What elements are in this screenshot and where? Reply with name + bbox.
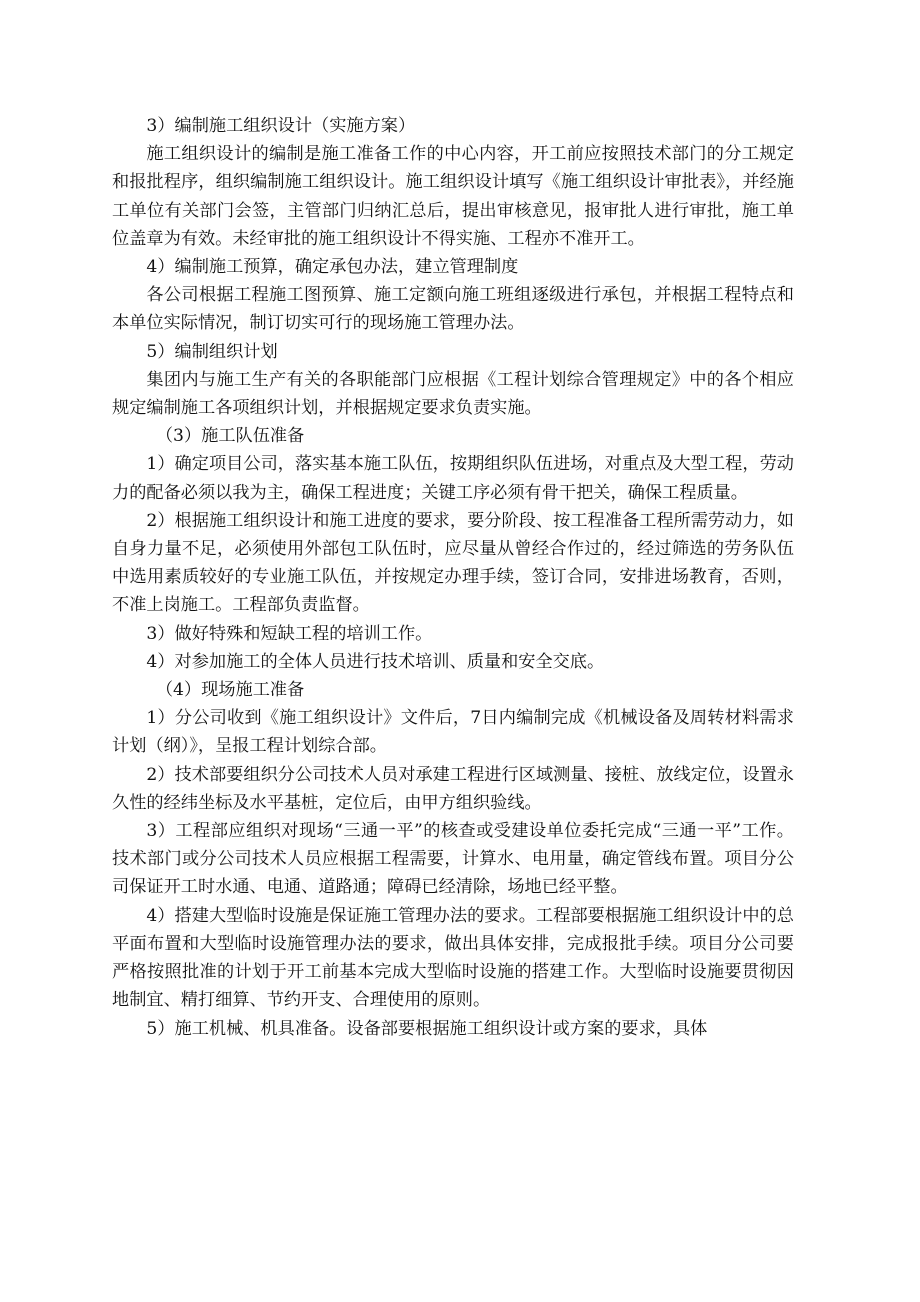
- paragraph-team-item-1: 1）确定项目公司，落实基本施工队伍，按期组织队伍进场，对重点及大型工程，劳动力的配备必须以我为主，确保工程进度；关键工序必须有骨干把关，确保工程质量。: [112, 454, 794, 503]
- section-4-site-preparation: （4）现场施工准备: [155, 680, 305, 701]
- paragraph-site-item-1: 1）分公司收到《施工组织设计》文件后，7日内编制完成《机械设备及周转材料需求计划（纲）》，呈报工程计划综合部。: [112, 708, 794, 757]
- paragraph-site-item-3: 3）工程部应组织对现场“三通一平”的核查或受建设单位委托完成“三通一平”工作。技术部门或分公司技术人员应根据工程需要，计算水、电用量，确定管线布置。项目分公司保证开工时水通、电通、道路通；障碍已经清除，场地已经平整。: [112, 821, 794, 898]
- heading-5-organization-plan: 5）编制组织计划: [146, 341, 278, 362]
- paragraph-site-item-2: 2）技术部要组织分公司技术人员对承建工程进行区域测量、接桩、放线定位，设置永久性的经纬坐标及水平基桩，定位后，由甲方组织验线。: [112, 764, 794, 813]
- paragraph-site-item-5: 5）施工机械、机具准备。设备部要根据施工组织设计或方案的要求，具体: [146, 1018, 708, 1039]
- paragraph-team-item-4: 4）对参加施工的全体人员进行技术培训、质量和安全交底。: [146, 651, 605, 672]
- paragraph-contracting-method: 各公司根据工程施工图预算、施工定额向施工班组逐级进行承包，并根据工程特点和本单位实际情况，制订切实可行的现场施工管理办法。: [112, 285, 794, 334]
- section-3-team-preparation: （3）施工队伍准备: [155, 426, 305, 447]
- paragraph-site-item-4: 4）搭建大型临时设施是保证施工管理办法的要求。工程部要根据施工组织设计中的总平面布置和大型临时设施管理办法的要求，做出具体安排，完成报批手续。项目分公司要严格按照批准的计划于开工前基本完成大型临时设施的搭建工作。大型临时设施要贯彻因地制宜、精打细算、节约开支、合理使用的原则。: [112, 905, 794, 1011]
- paragraph-construction-design-approval: 施工组织设计的编制是施工准备工作的中心内容，开工前应按照技术部门的分工规定和报批程序，组织编制施工组织设计。施工组织设计填写《施工组织设计审批表》，并经施工单位有关部门会签，主管部门归纳汇总后，提出审核意见，报审批人进行审批，施工单位盖章为有效。未经审批的施工组织设计不得实施、工程亦不准开工。: [112, 144, 794, 249]
- paragraph-team-item-2: 2）根据施工组织设计和施工进度的要求，要分阶段、按工程准备工程所需劳动力，如自身力量不足，必须使用外部包工队伍时，应尽量从曾经合作过的，经过筛选的劳务队伍中选用素质较好的专业施工队伍，并按规定办理手续，签订合同，安排进场教育，否则，不准上岗施工。工程部负责监督。: [112, 510, 794, 616]
- heading-3-compile-construction-design: 3）编制施工组织设计（实施方案）: [146, 116, 416, 136]
- paragraph-organization-plan: 集团内与施工生产有关的各职能部门应根据《工程计划综合管理规定》中的各个相应规定编制施工各项组织计划，并根据规定要求负责实施。: [112, 369, 794, 419]
- document-page: [112, 112, 794, 1043]
- paragraph-team-item-3: 3）做好特殊和短缺工程的培训工作。: [146, 623, 433, 644]
- heading-4-construction-budget: 4）编制施工预算，确定承包办法，建立管理制度: [146, 257, 519, 278]
